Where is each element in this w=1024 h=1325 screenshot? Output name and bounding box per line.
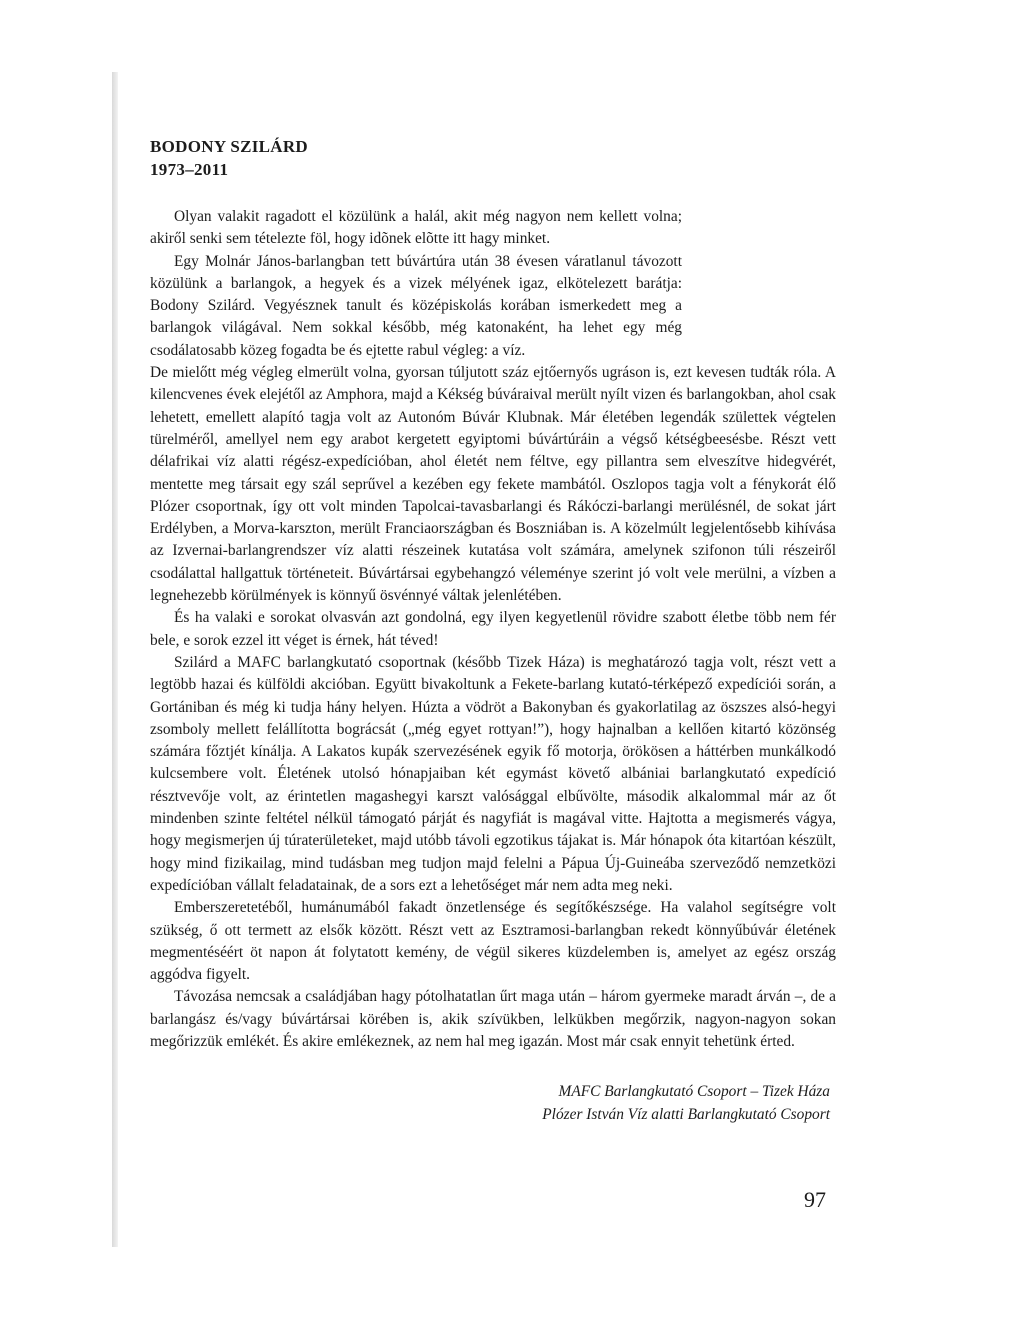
paragraph-2: Egy Molnár János-barlangban tett búvártúra után 38 évesen váratlanul távozott közülünk a barlangok, a hegyek és a vizek mélyének igaz, elkötelezett barátja: Bodony Szilárd. Vegyésznek tanult és középiskolás korában ismerkedett meg a barlangok világával. Nem sokkal később, még katonaként, ha lehet egy még csodálatosabb közeg fogadta be és ejtette rabul végleg: a víz. xyxy=(150,252,682,359)
page-number: 97 xyxy=(804,1187,826,1212)
obituary-body xyxy=(150,206,836,1053)
paragraph-6: Emberszeretetéből, humánumából fakadt önzetlensége és segítőkészsége. Ha valahol segítségre volt szükség, ő ott termett az elsők között. Részt vett az Esztramosi-barlangban rekedt könnyűbúvár életének megmentéséért öt napon át folytatott kemény, de végül sikeres küzdelemben is, amelyet az egész ország aggódva figyelt. xyxy=(150,899,836,984)
signature-line-1: MAFC Barlangkutató Csoport – Tizek Háza xyxy=(558,1083,830,1100)
paragraph-1: Olyan valakit ragadott el közülünk a halál, akit még nagyon nem kellett volna; akiről senki sem tételezte föl, hogy idõnek elõtte itt hagy minket. xyxy=(150,208,682,248)
obituary-name-heading: BODONY SZILÁRD xyxy=(150,137,309,156)
paragraph-3: De mielőtt még végleg elmerült volna, gyorsan túljutott száz ejtőernyős ugráson is, ezt kevesen tudták róla. A kilencvenes évek elejétől az Amphora, majd a Kékség búváraival merült nyílt vizen és barlangokban, ahol csak lehetett, emellett alapító tagja volt az Autonóm Búvár Klubnak. Már életében legendák születtek végtelen türelméről, amellyel nem egy arabot kergetett egyiptomi búvártúráin a végső kétségbeesésbe. Részt vett délafrikai víz alatti régész-expedícióban, ahol életét nem féltve, egy pillantra sem elveszítve hidegvérét, mentette meg társait egy szál seprűvel a kezében egy fekete mambától. Oszlopos tagja volt a fénykorát élő Plózer csoportnak, így ott volt minden Tapolcai-tavasbarlangi és Rákóczi-barlangi merülésnél, de sokat járt Erdélyben, a Morva-karszton, merült Franciaországban és Boszniában is. A közelmúlt legjelentősebb kihívása az Izvernai-barlangrendszer víz alatti részeinek kutatása volt számára, amelynek szifonon túli részeiről csodálattal hallgattuk történeteit. Búvártársai egybehangzó véleménye szerint jó volt vele merülni, a vízben a legnehezebb körülmények is könnyű ösvénnyé váltak jelenlétében. xyxy=(150,364,836,605)
signature-line-2: Plózer István Víz alatti Barlangkutató Csoport xyxy=(542,1106,830,1123)
paragraph-5: Szilárd a MAFC barlangkutató csoportnak (később Tizek Háza) is meghatározó tagja volt, részt vett a legtöbb hazai és külföldi akcióban. Együtt bivakoltunk a Fekete-barlang kutató-térképező expedíciói során, a Gortániban és még ki tudja hány helyen. Húzta a vödröt a Bakonyban és gyakorlatilag az öszszes alsó-hegyi zsomboly mellett felállította bográcsát („még egyet rottyan!”), hogy hajnalban a kellően kitartó közönség számára főztjét kínálja. A Lakatos kupák szervezésének egyik fő motorja, örökösen a háttérben munkálkodó kulcsembere volt. Életének utolsó hónapjaiban két egymást követő albániai barlangkutató expedíció résztvevője volt, az érintetlen magashegyi karszt valósággal elbűvölte, második alkalommal már az őt mindenben szinte feltétel nélkül támogató párját és nagyfiát is magával vitte. Hajtotta a megismerés vágya, hogy megismerjen új túraterületeket, majd utóbb távoli egzotikus tájakat is. Már hónapok óta kitartóan készült, hogy mind fizikailag, mind tudásban meg tudjon majd felelni a Pápua Új-Guineába szerveződő nemzetközi expedícióban vállalt feladatainak, de a sors ezt a lehetőséget már nem adta meg neki. xyxy=(150,653,836,894)
obituary-years-heading: 1973–2011 xyxy=(150,160,229,179)
paragraph-7: Távozása nemcsak a családjában hagy pótolhatatlan űrt maga után – három gyermeke maradt árván –, de a barlangász és/vagy búvártársai körében is, akik szívükben, lelkükben megőrzik, nagyon-nagyon sokan megőrizzük emlékét. És akire emlékeznek, az nem hal meg igazán. Most már csak ennyit tehetünk érted. xyxy=(150,988,836,1050)
paragraph-4: És ha valaki e sorokat olvasván azt gondolná, egy ilyen kegyetlenül rövidre szabott életbe több nem fér bele, e sorok ezzel itt véget is érnek, hát téved! xyxy=(150,609,836,649)
page-binding-edge xyxy=(112,72,118,1247)
